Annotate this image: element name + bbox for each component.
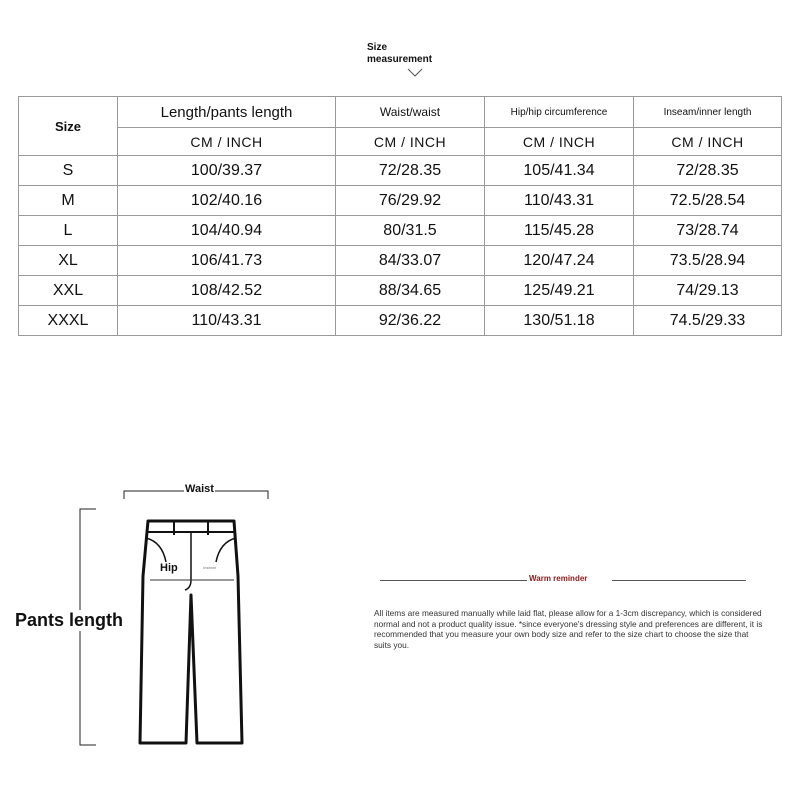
table-header-row (19, 97, 782, 128)
inseam-label: Inseam (203, 565, 217, 570)
table-unit-row (19, 128, 782, 156)
length-cell: 102/40.16 (118, 186, 336, 216)
hip-cell: 130/51.18 (485, 306, 634, 336)
size-cell: XL (19, 246, 118, 276)
hip-column-header: Hip/hip circumference (485, 97, 634, 128)
waist-cell: 80/31.5 (336, 216, 485, 246)
waist-label: Waist (185, 483, 214, 495)
heading-line2: measurement (367, 54, 433, 65)
length-cell: 104/40.94 (118, 216, 336, 246)
reminder-title: Warm reminder (529, 574, 588, 583)
size-cell: XXXL (19, 306, 118, 336)
hip-cell: 125/49.21 (485, 276, 634, 306)
length-cell: 108/42.52 (118, 276, 336, 306)
hip-unit: CM / INCH (485, 128, 634, 156)
table-row (19, 276, 782, 306)
size-measurement-heading (367, 42, 432, 66)
hip-cell: 105/41.34 (485, 156, 634, 186)
size-cell: L (19, 216, 118, 246)
inseam-cell: 74.5/29.33 (634, 306, 782, 336)
reminder-divider-left (380, 580, 530, 581)
size-chart-table (18, 96, 782, 336)
length-column-header: Length/pants length (118, 97, 336, 128)
length-cell: 110/43.31 (118, 306, 336, 336)
hip-cell: 120/47.24 (485, 246, 634, 276)
length-unit: CM / INCH (118, 128, 336, 156)
inseam-cell: 73/28.74 (634, 216, 782, 246)
size-cell: M (19, 186, 118, 216)
hip-cell: 115/45.28 (485, 216, 634, 246)
pants-diagram (0, 470, 340, 770)
table-row (19, 306, 782, 336)
table-row (19, 216, 782, 246)
inseam-cell: 73.5/28.94 (634, 246, 782, 276)
size-column-header: Size (19, 97, 118, 156)
reminder-text: All items are measured manually while laid flat, please allow for a 1-3cm discrepancy, which is considered normal and not a product quality issue. *since everyone's dressing style and preferences are different, it is recommended that you measure your own body size and refer to the size chart to choose the size that suits you. (374, 608, 763, 650)
inseam-cell: 72/28.35 (634, 156, 782, 186)
size-cell: S (19, 156, 118, 186)
reminder-divider-right (612, 580, 746, 581)
length-cell: 100/39.37 (118, 156, 336, 186)
inseam-cell: 74/29.13 (634, 276, 782, 306)
inseam-column-header: Inseam/inner length (634, 97, 782, 128)
table-row (19, 186, 782, 216)
waist-cell: 84/33.07 (336, 246, 485, 276)
waist-column-header: Waist/waist (336, 97, 485, 128)
inseam-cell: 72.5/28.54 (634, 186, 782, 216)
pants-length-label: Pants length (15, 610, 124, 630)
table-row (19, 156, 782, 186)
waist-cell: 92/36.22 (336, 306, 485, 336)
waist-cell: 72/28.35 (336, 156, 485, 186)
length-cell: 106/41.73 (118, 246, 336, 276)
table-row (19, 246, 782, 276)
hip-cell: 110/43.31 (485, 186, 634, 216)
inseam-unit: CM / INCH (634, 128, 782, 156)
waist-cell: 76/29.92 (336, 186, 485, 216)
waist-cell: 88/34.65 (336, 276, 485, 306)
heading-line1: Size (367, 42, 388, 53)
size-cell: XXL (19, 276, 118, 306)
waist-unit: CM / INCH (336, 128, 485, 156)
hip-label: Hip (160, 562, 178, 574)
chevron-down-icon (407, 68, 423, 78)
